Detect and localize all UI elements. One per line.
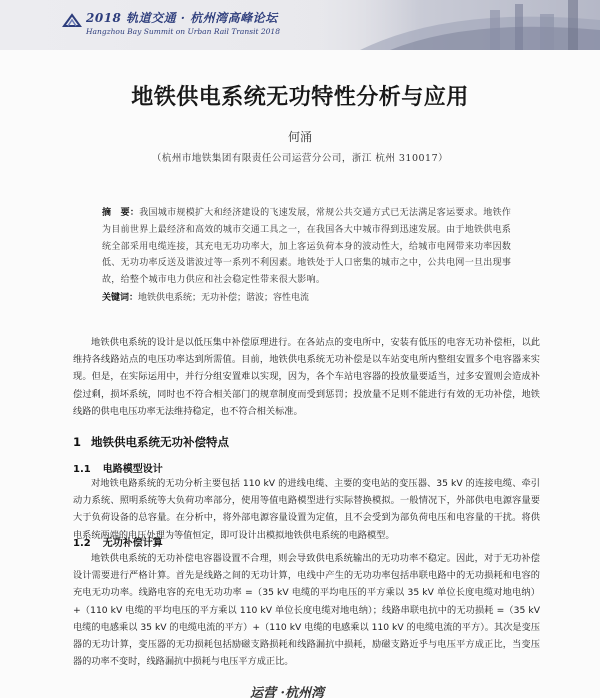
subsection-paragraph: 地铁供电系统的无功补偿电容器设置不合理，则会导致供电系统输出的无功功率不稳定。因此，对于无功补偿设计需要进行严格计算。首先是线路之间的无功计算，电线中产生的无功功率包括串联电路中的无功损耗和电容的充电无功功率。线路电容的充电无功功率 =（35 kV 电缆的平均电压的平方乘以 35 kV 单位长度电缆对地电纳）+（110 kV 电缆的平均电压的平方乘以 110 kV 单位长度电缆对地电纳）；线路串联电抗中的无功损耗 =（35 kV 电缆的电感乘以 35 kV 的电缆电流的平方）+（110 kV 电缆的电感乘以 110 kV 的电缆电流的平方）。其次是变压器的无功计算，变压器的无功损耗包括励磁支路损耗和线路漏抗中损耗，励磁支路近乎与电压平方成正比，当变压器的功率不变时，线路漏抗中损耗与电压平方成正比。 xyxy=(73,553,540,668)
city-skyline-banner xyxy=(300,0,600,50)
section-title: 地铁供电系统无功补偿特点 xyxy=(91,435,230,449)
paper-title: 地铁供电系统无功特性分析与应用 xyxy=(131,85,469,110)
conference-subtitle: Hangzhou Bay Summit on Urban Rail Transit 2018 xyxy=(86,27,280,36)
subsection-paragraph: 对地铁电路系统的无功分析主要包括 110 kV 的进线电缆、主要的变电站的变压器、35 kV 的连接电缆、牵引动力系统、照明系统等大负荷功率部分，使用等值电路模型进行实际替换模拟。一般情况下，外部供电电源容量要大于负荷设备的总容量。在分析中，将外部电源容量设置为定值，且不会受到为部负荷电压和电容量的干扰。将供电系统两端的电压处理为等值恒定，即可设计出模拟地铁供电系统的电路模型。 xyxy=(73,478,540,541)
author-affiliation: （杭州市地铁集团有限责任公司运营分公司，浙江 杭州 310017） xyxy=(151,153,449,164)
keywords xyxy=(102,290,520,303)
keywords-text: 地铁供电系统；无功补偿；谐波；容性电流 xyxy=(138,293,310,303)
conference-header xyxy=(0,0,600,50)
subsection-heading xyxy=(73,534,163,549)
subsection-title: 电路模型设计 xyxy=(102,464,163,475)
section-heading xyxy=(73,434,229,450)
paper-author: 何涌 xyxy=(287,130,312,144)
subsection-heading xyxy=(73,460,163,475)
abstract-text: 我国城市规模扩大和经济建设的飞速发展，常规公共交通方式已无法满足客运要求。地铁作为目前世界上最经济和高效的城市交通工具之一，在我国各大中城市得到迅速发展。由于地铁供电系统全部采用电缆连接，其充电无功功率大，加上客运负荷本身的波动性大，给城市电网带来功率因数低、无功功率反送及谐波过等一系列不利因素。地铁处于人口密集的城市之中，公共电网一旦出现事故，给整个城市电力供应和社会稳定性带来很大影响。 xyxy=(102,208,512,286)
section-number: 1 xyxy=(73,435,82,449)
intro-paragraph: 地铁供电系统的设计是以低压集中补偿原理进行。在各站点的变电所中，安装有低压的电容无功补偿柜，以此维持各线路站点的电压功率达到所需值。目前，地铁供电系统无功补偿是以车站变电所内整组安置多个电容器来实现。但是，在实际运用中，并行分组安置难以实现，因为，各个车站电容器的投放量要适当，过多安置则会造成补偿过剩，损坏系统，同时也不符合相关部门的规章制度而受到惩罚；投放量不足则不能进行有效的无功补偿，地铁线路的供电电压功率无法维持稳定，也不符合相关标准。 xyxy=(73,337,540,417)
keywords-label: 关键词： xyxy=(102,293,139,303)
conference-logo-icon xyxy=(62,12,82,30)
subsection-number: 1.1 xyxy=(73,464,91,475)
abstract-label: 摘 要： xyxy=(102,208,140,218)
footer-mark: 运营 ·杭州湾 xyxy=(250,686,325,698)
subsection-title: 无功补偿计算 xyxy=(102,538,163,549)
abstract xyxy=(102,205,520,289)
subsection-number: 1.2 xyxy=(73,538,91,549)
conference-title: 2018 轨道交通 · 杭州湾高峰论坛 xyxy=(86,11,278,25)
